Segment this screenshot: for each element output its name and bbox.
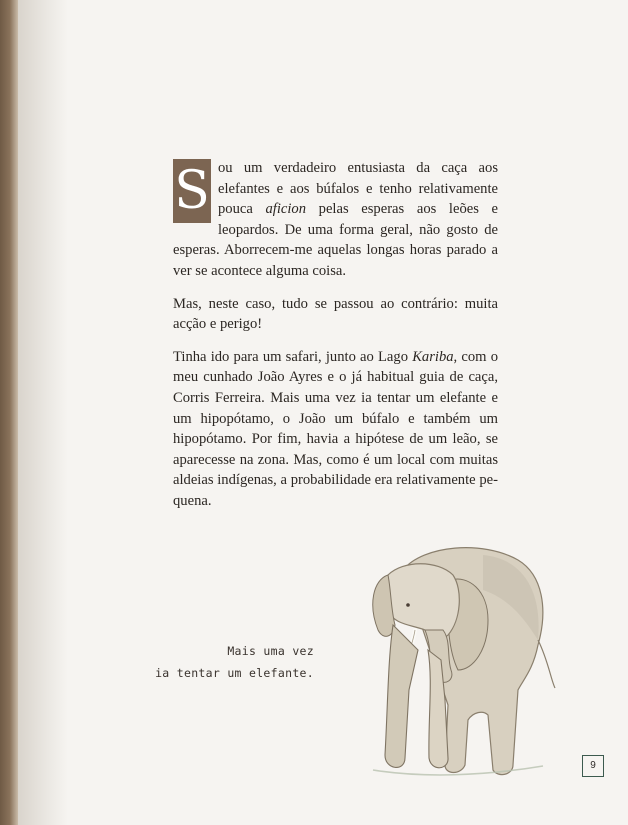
paragraph-3	[173, 347, 498, 512]
illustration-caption	[100, 640, 314, 684]
italic-word-kariba: Kariba	[412, 348, 454, 365]
caption-line-1: Mais uma vez	[227, 644, 314, 658]
italic-word-aficion: aficion	[265, 201, 307, 218]
paragraph-1-text-end: pelas esperas aos leões e leopardos. De uma forma geral, não gosto de esperas. Aborrecem-me aquelas longas horas parado a ver se acontece alguma coisa.	[173, 201, 499, 279]
page-gutter-shadow	[18, 0, 68, 825]
page-number: 9	[582, 755, 604, 777]
elephant-icon	[373, 548, 555, 775]
paragraph-1-text: ou um verdadeiro entusiasta da caça aos elefantes e aos búfalos e tenho relativamente pouca	[218, 160, 498, 218]
body-text	[173, 158, 498, 524]
paragraph-3-comma: ,	[453, 348, 458, 365]
paragraph-3-text-end: com o meu cunhado João Ayres e o já habitual guia de caça, Corris Ferreira. Mais uma vez ia tentar um elefante e um hipopótamo, o João um búfalo e também um hipopótamo. Por fim, havia a hipótese de um leão, se aparecesse na zona. Mas, como é um local com muitas aldeias indígenas, a probabilidade era relativamente pequena.	[173, 348, 498, 509]
paragraph-2: Mas, neste caso, tudo se passou ao contrário: muita acção e perigo!	[173, 295, 498, 333]
book-spine	[0, 0, 18, 825]
drop-cap: S	[174, 161, 210, 221]
paragraph-1	[173, 158, 498, 282]
paragraph-3-text: Tinha ido para um safari, junto ao Lago	[173, 348, 413, 365]
elephant-illustration	[333, 530, 563, 795]
caption-line-2: ia tentar um elefante.	[155, 666, 314, 680]
